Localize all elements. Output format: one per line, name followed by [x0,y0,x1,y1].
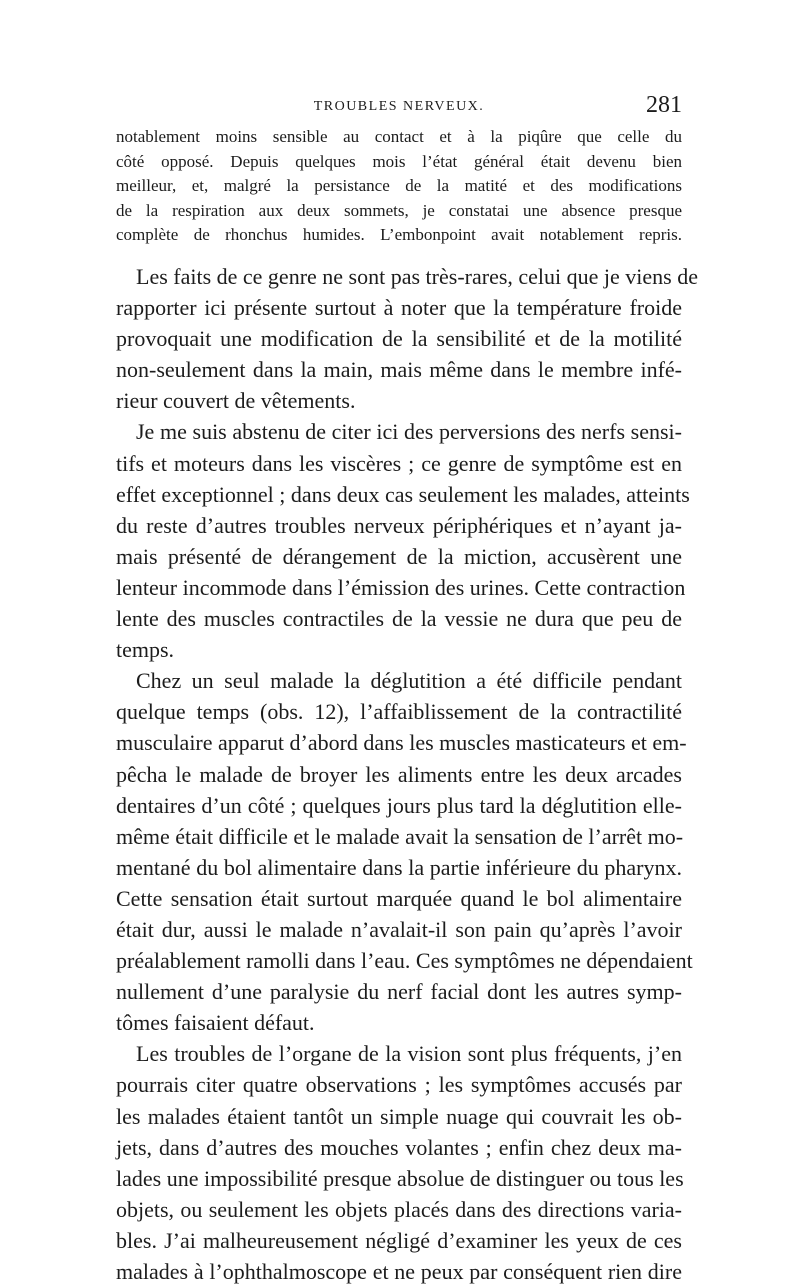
page-number: 281 [646,92,682,118]
text-line: mais présenté de dérangement de la miction, accusèrent une [116,543,682,569]
text-line: pourrais citer quatre observations ; les symptômes accusés par [116,1072,682,1098]
text-line: tômes faisaient défaut. [116,1010,315,1036]
text-line: Les troubles de l’organe de la vision sont plus fréquents, j’en [136,1041,682,1067]
text-line: Cette sensation était surtout marquée quand le bol alimentaire [116,885,682,911]
text-line: rieur couvert de vêtements. [116,388,356,414]
text-line: rapporter ici présente surtout à noter que la température froide [116,295,682,321]
text-line: nullement d’une paralysie du nerf facial dont les autres symp- [116,979,682,1005]
running-title: TROUBLES NERVEUX. [313,99,485,114]
paragraph [116,261,698,416]
text-line: de la respiration aux deux sommets, je constatai une absence presque [116,200,682,220]
text-line: effet exceptionnel ; dans deux cas seulement les malades, atteints [116,481,690,507]
text-line: dentaires d’un côté ; quelques jours plus tard la déglutition elle- [116,792,682,818]
text-line: malades à l’ophthalmoscope et ne peux par conséquent rien dire [116,1259,682,1284]
text-line: jets, dans d’autres des mouches volantes ; enfin chez deux ma- [116,1134,682,1160]
text-line: lenteur incommode dans l’émission des urines. Cette contraction [116,574,686,600]
text-line: du reste d’autres troubles nerveux périphériques et n’ayant ja- [116,512,682,538]
text-line: objets, ou seulement les objets placés dans des directions varia- [116,1196,682,1222]
paragraph [116,1038,682,1287]
text-line: lente des muscles contractiles de la vessie ne dura que peu de [116,606,682,632]
text-line: préalablement ramolli dans l’eau. Ces symptômes ne dépendaient [116,948,693,974]
observation-continuation [116,125,682,248]
text-line: était dur, aussi le malade n’avalait-il son pain qu’après l’avoir [116,916,682,942]
text-line: lades une impossibilité presque absolue de distinguer ou tous les [116,1165,684,1191]
text-line: même était difficile et le malade avait la sensation de l’arrêt mo- [116,823,684,849]
paragraph [116,665,693,1038]
text-line: Je me suis abstenu de citer ici des perversions des nerfs sensi- [136,419,682,445]
text-line: non-seulement dans la main, mais même dans le membre infé- [116,357,682,383]
text-line: les malades étaient tantôt un simple nuage qui couvrait les ob- [116,1103,682,1129]
text-line: Les faits de ce genre ne sont pas très-rares, celui que je viens de [136,264,698,289]
text-line: bles. J’ai malheureusement négligé d’examiner les yeux de ces [116,1227,682,1253]
text-line: Chez un seul malade la déglutition a été difficile pendant [136,668,682,694]
text-line: complète de rhonchus humides. L’embonpoint avait notablement repris. [116,225,682,245]
text-line: meilleur, et, malgré la persistance de la matité et des modifications [116,176,682,196]
paragraph [116,416,690,665]
text-line: musculaire apparut d’abord dans les muscles masticateurs et em- [116,730,687,756]
text-line: mentané du bol alimentaire dans la partie inférieure du pharynx. [116,854,682,880]
text-line: quelque temps (obs. 12), l’affaiblissement de la contractilité [116,699,682,725]
running-head [116,92,682,121]
text-line: côté opposé. Depuis quelques mois l’état général était devenu bien [116,151,682,171]
text-line: pêcha le malade de broyer les aliments entre les deux arcades [116,761,682,787]
text-line: tifs et moteurs dans les viscères ; ce genre de symptôme est en [116,450,682,476]
text-line: temps. [116,637,175,663]
text-line: notablement moins sensible au contact et à la piqûre que celle du [116,127,682,146]
text-line: provoquait une modification de la sensibilité et de la motilité [116,326,682,352]
body-text [116,261,698,1287]
